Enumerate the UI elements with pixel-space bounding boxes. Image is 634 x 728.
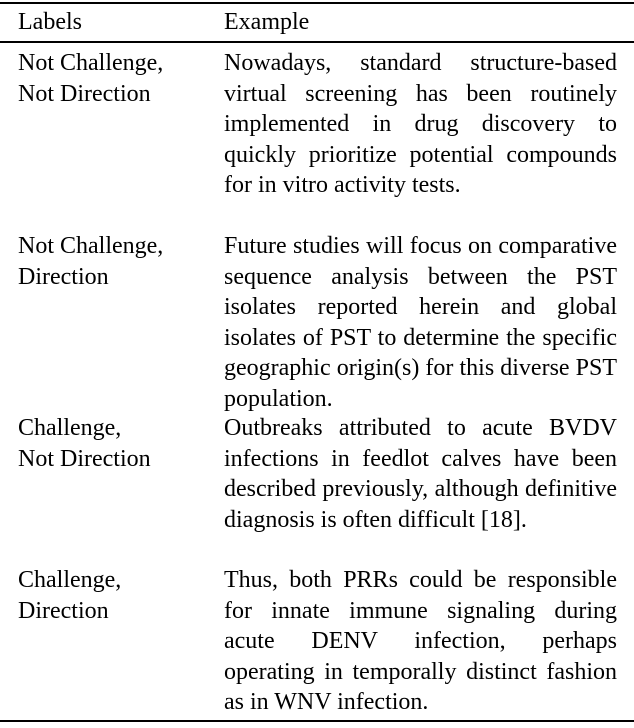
row-example: Outbreaks attributed to acute BVDV infections in feedlot calves have been described previously, although definitive diagnosis is often difficult [18]. bbox=[224, 415, 617, 533]
row-example: Future studies will focus on comparative sequence analysis between the PST isolates reported herein and global isolates of PST to determine the specific geographic origin(s) for this diverse PST population. bbox=[224, 233, 617, 412]
row-label-line: Challenge, bbox=[18, 567, 122, 593]
row-label-line: Not Challenge, bbox=[18, 50, 164, 76]
row-label bbox=[18, 48, 218, 109]
table-header-rule bbox=[0, 41, 634, 43]
row-label-line: Not Challenge, bbox=[18, 233, 164, 259]
table-bottom-rule bbox=[0, 720, 634, 722]
row-label bbox=[18, 565, 218, 626]
row-label-line: Direction bbox=[18, 263, 109, 290]
table-top-rule bbox=[0, 2, 634, 4]
row-label-line: Not Direction bbox=[18, 80, 151, 107]
column-header-example: Example bbox=[224, 9, 310, 35]
row-label-line: Direction bbox=[18, 597, 109, 624]
column-header-labels: Labels bbox=[18, 9, 82, 35]
row-example: Thus, both PRRs could be responsible for innate immune signaling during acute DENV infection, perhaps operating in temporally distinct fashion as in WNV infection. bbox=[224, 567, 617, 715]
row-example: Nowadays, standard structure-based virtual screening has been routinely implemented in drug discovery to quickly prioritize potential compounds for in vitro activity tests. bbox=[224, 50, 617, 198]
row-label-line: Challenge, bbox=[18, 415, 122, 441]
row-label-line: Not Direction bbox=[18, 445, 151, 472]
row-label bbox=[18, 231, 218, 292]
row-label bbox=[18, 413, 218, 474]
